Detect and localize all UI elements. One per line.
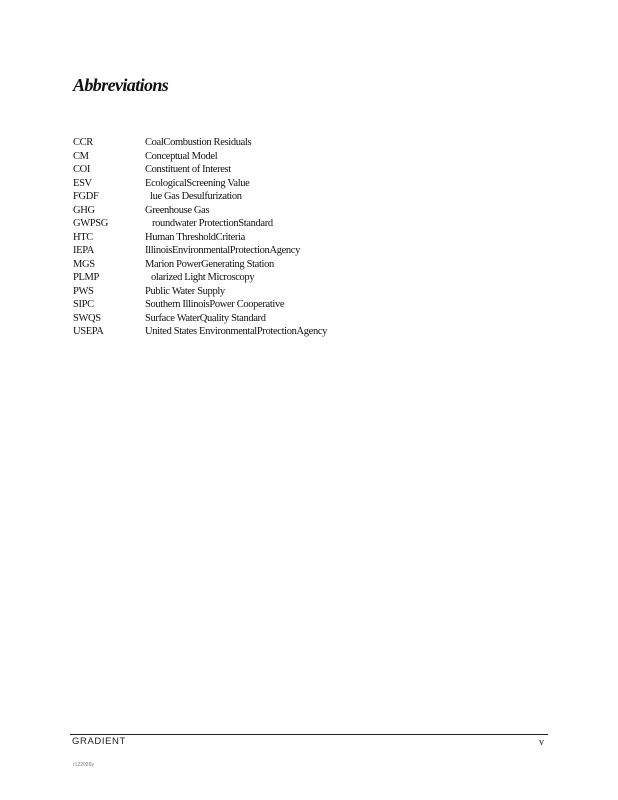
abbreviation-definition: Greenhouse Gas: [145, 204, 210, 216]
abbreviation-row: [73, 285, 553, 299]
abbreviation-term: GWPSG: [73, 218, 109, 229]
document-code: r122026y: [73, 762, 94, 768]
abbreviation-term: MGS: [73, 258, 95, 270]
abbreviation-row: [73, 163, 553, 177]
abbreviation-row: [73, 258, 553, 272]
abbreviation-definition: Surface WaterQuality Standard: [145, 312, 266, 324]
abbreviation-term: CM: [73, 150, 89, 162]
abbreviation-term: SIPC: [73, 299, 94, 310]
abbreviation-definition: roundwater ProtectionStandard: [152, 218, 273, 229]
abbreviation-row: [73, 150, 553, 164]
abbreviation-term: HTC: [73, 231, 93, 243]
abbreviation-definition: Conceptual Model: [145, 150, 218, 162]
abbreviation-definition: Constituent of Interest: [145, 164, 231, 175]
abbreviation-definition: olarized Light Microscopy: [151, 272, 255, 283]
abbreviation-definition: IllinoisEnvironmentalProtectionAgency: [145, 245, 301, 256]
abbreviation-definition: lue Gas Desulfurization: [150, 191, 242, 202]
abbreviation-row: [73, 177, 553, 191]
abbreviation-row: [73, 325, 553, 339]
abbreviation-row: [73, 231, 553, 245]
abbreviation-definition: United States EnvironmentalProtectionAgency: [145, 326, 328, 337]
abbreviation-term: USEPA: [73, 326, 104, 337]
abbreviation-row: [73, 217, 553, 231]
abbreviation-definition: CoalCombustion Residuals: [145, 137, 252, 148]
abbreviation-definition: Marion PowerGenerating Station: [145, 258, 274, 270]
abbreviations-list: [73, 136, 553, 339]
page-number: v: [539, 737, 544, 748]
abbreviation-definition: Human ThresholdCriteria: [145, 231, 245, 243]
abbreviation-term: GHG: [73, 204, 95, 216]
abbreviation-row: [73, 136, 553, 150]
abbreviation-term: ESV: [73, 177, 92, 189]
abbreviation-term: CCR: [73, 137, 93, 148]
abbreviation-term: SWQS: [73, 312, 101, 324]
company-logo: GRADIENT: [72, 736, 126, 747]
abbreviation-term: PWS: [73, 285, 94, 297]
abbreviation-term: COI: [73, 164, 91, 175]
page-title: Abbreviations: [73, 75, 169, 95]
abbreviation-row: [73, 298, 553, 312]
abbreviation-row: [73, 312, 553, 326]
abbreviation-row: [73, 190, 553, 204]
abbreviation-row: [73, 204, 553, 218]
abbreviation-definition: Public Water Supply: [145, 285, 225, 297]
abbreviation-term: FGDF: [73, 191, 99, 202]
abbreviation-row: [73, 244, 553, 258]
abbreviation-definition: Southern IllinoisPower Cooperative: [145, 299, 285, 310]
footer-divider: [70, 734, 548, 735]
abbreviation-term: IEPA: [73, 245, 94, 256]
abbreviation-definition: EcologicalScreening Value: [145, 177, 250, 189]
abbreviation-term: PLMP: [73, 272, 100, 283]
abbreviation-row: [73, 271, 553, 285]
